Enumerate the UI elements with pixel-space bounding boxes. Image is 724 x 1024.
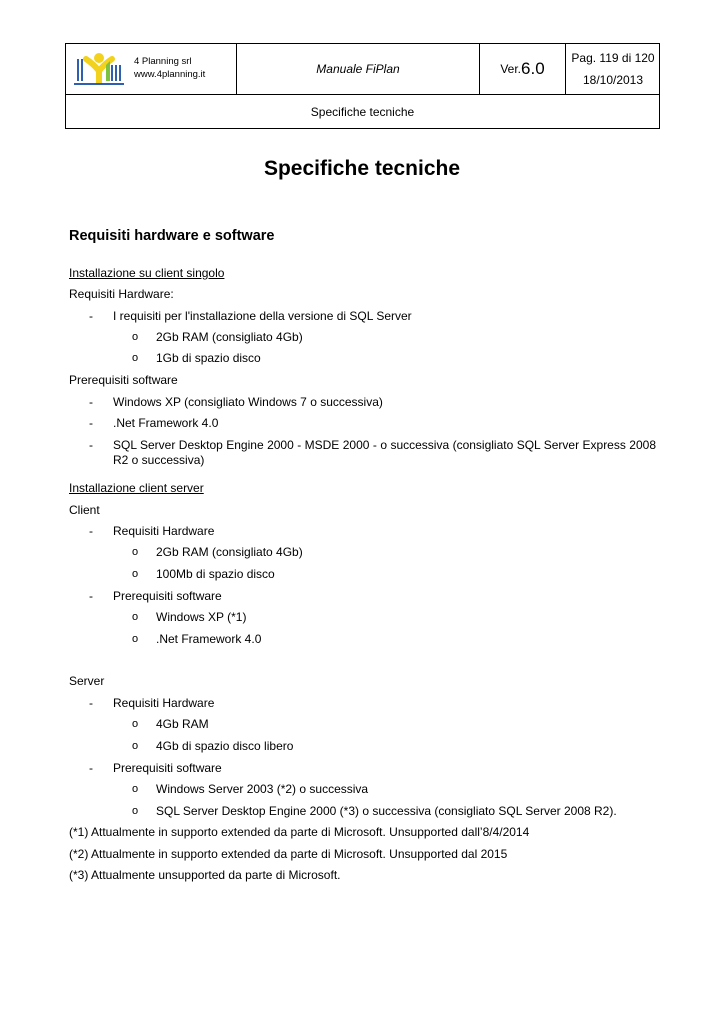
client-server-heading: Installazione client server: [69, 481, 204, 495]
list-item: .Net Framework 4.0: [113, 416, 219, 430]
bullet-marker: o: [132, 783, 139, 795]
header-top-row: [66, 44, 659, 95]
list-item: SQL Server Desktop Engine 2000 - MSDE 2000 - o successiva (consigliato SQL Server Express 2008 R2 o successiva): [113, 438, 656, 467]
page-title: Specifiche tecniche: [263, 157, 461, 180]
dash-marker: -: [89, 589, 93, 603]
company-logo-icon: [72, 51, 126, 87]
bullet-marker: o: [132, 568, 139, 580]
client-label: Client: [69, 503, 100, 517]
list-item: 2Gb RAM (consigliato 4Gb): [156, 545, 303, 559]
dash-marker: -: [89, 696, 93, 710]
section-heading: Requisiti hardware e software: [69, 228, 275, 244]
hw-label: Requisiti Hardware:: [69, 287, 174, 301]
footnote: (*1) Attualmente in supporto extended da parte di Microsoft. Unsupported dall’8/4/2014: [69, 825, 530, 839]
dash-marker: -: [89, 416, 93, 430]
page-number: Pag. 119 di 120: [571, 51, 655, 65]
version-prefix: Ver.: [500, 62, 522, 76]
bullet-marker: o: [132, 352, 139, 364]
list-item: Requisiti Hardware: [113, 524, 215, 538]
company-name: 4 Planning srl: [134, 56, 192, 67]
dash-marker: -: [89, 524, 93, 538]
dash-marker: -: [89, 309, 93, 323]
header-logo-cell: [66, 44, 237, 94]
bullet-marker: o: [132, 611, 139, 623]
bullet-marker: o: [132, 740, 139, 752]
page-header: [65, 43, 660, 129]
list-item: Requisiti Hardware: [113, 696, 215, 710]
list-item: I requisiti per l'installazione della versione di SQL Server: [113, 309, 412, 323]
list-item: Windows XP (*1): [156, 610, 247, 624]
header-section: Specifiche tecniche: [310, 104, 415, 119]
list-item: 2Gb RAM (consigliato 4Gb): [156, 330, 303, 344]
list-item: 4Gb RAM: [156, 717, 209, 731]
company-info: [134, 55, 205, 81]
bullet-marker: o: [132, 805, 139, 817]
doc-date: 18/10/2013: [582, 73, 644, 87]
list-item: 1Gb di spazio disco: [156, 351, 261, 365]
footnote: (*3) Attualmente unsupported da parte di Microsoft.: [69, 868, 341, 882]
bullet-marker: o: [132, 718, 139, 730]
server-label: Server: [69, 674, 105, 688]
dash-marker: -: [89, 438, 93, 452]
bullet-marker: o: [132, 331, 139, 343]
list-item: 100Mb di spazio disco: [156, 567, 275, 581]
list-item: Prerequisiti software: [113, 589, 222, 603]
dash-marker: -: [89, 761, 93, 775]
sw-label: Prerequisiti software: [69, 373, 178, 387]
single-client-heading: Installazione su client singolo: [69, 266, 225, 280]
list-item: 4Gb di spazio disco libero: [156, 739, 294, 753]
list-item: Windows XP (consigliato Windows 7 o successiva): [113, 395, 383, 409]
list-item: Prerequisiti software: [113, 761, 222, 775]
bullet-marker: o: [132, 546, 139, 558]
list-item: SQL Server Desktop Engine 2000 (*3) o successiva (consigliato SQL Server 2008 R2).: [156, 804, 617, 818]
dash-marker: -: [89, 395, 93, 409]
list-item: Windows Server 2003 (*2) o successiva: [156, 782, 369, 796]
version-cell: [480, 44, 566, 94]
list-item: .Net Framework 4.0: [156, 632, 262, 646]
footnote: (*2) Attualmente in supporto extended da parte di Microsoft. Unsupported dal 2015: [69, 847, 508, 861]
doc-title: Manuale FiPlan: [237, 44, 480, 94]
page-info-cell: [566, 44, 660, 94]
version-number: 6.0: [521, 59, 545, 78]
company-url: www.4planning.it: [134, 69, 206, 80]
bullet-marker: o: [132, 633, 139, 645]
